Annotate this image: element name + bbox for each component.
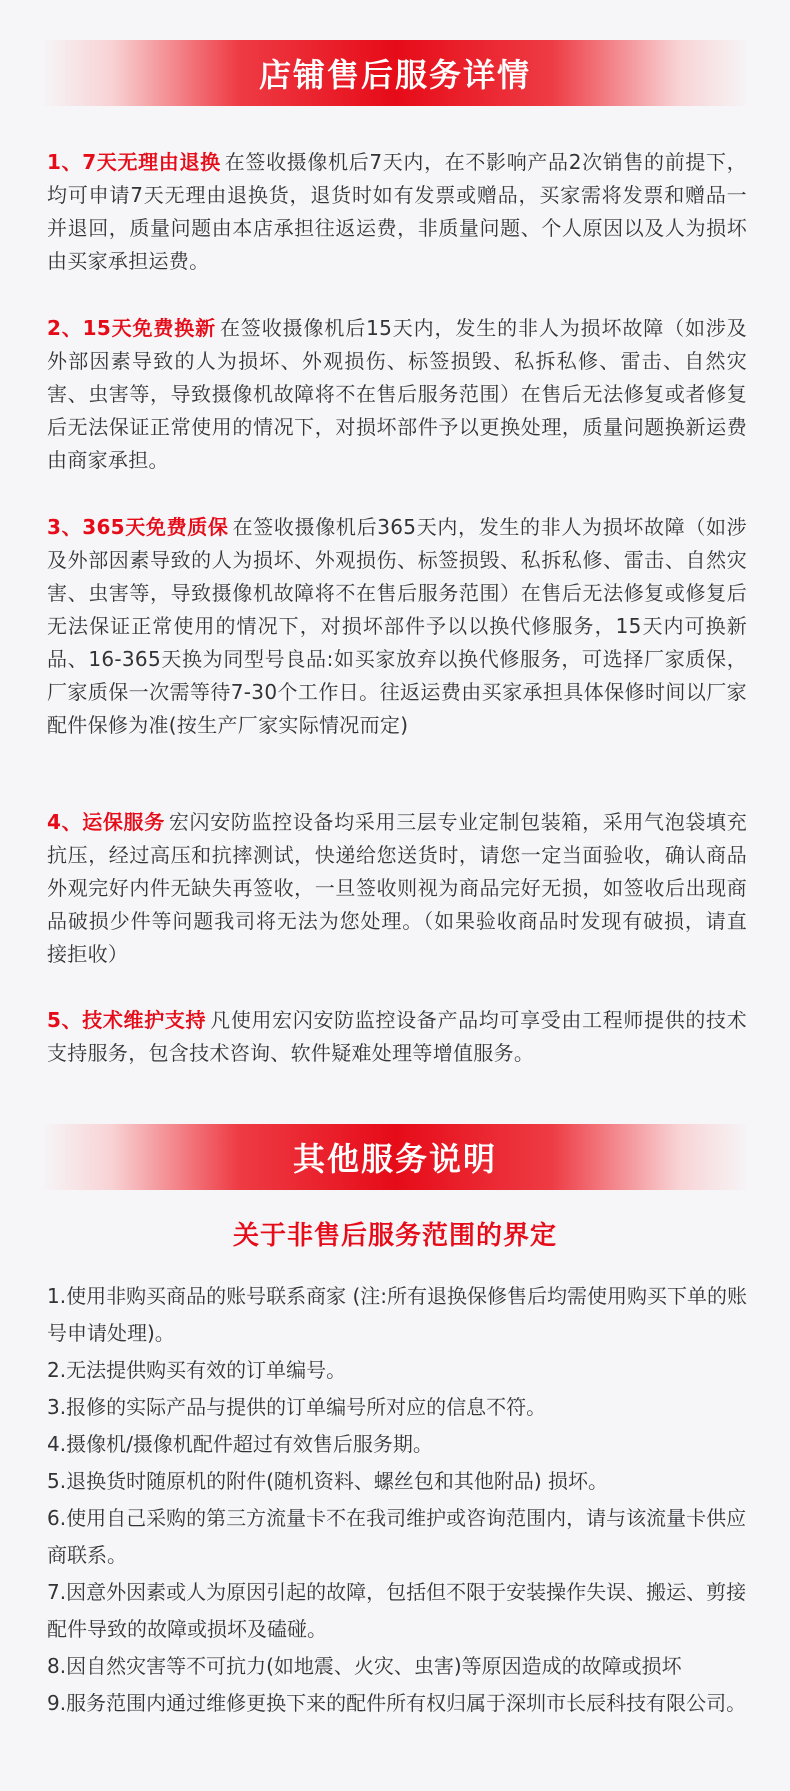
list-item: 2.无法提供购买有效的订单编号。 <box>47 1358 347 1382</box>
subsection-title: 关于非售后服务范围的界定 <box>232 1221 557 1251</box>
policy-item-3 <box>47 511 747 742</box>
list-item: 6.使用自己采购的第三方流量卡不在我司维护或咨询范围内，请与该流量卡供应商联系。 <box>47 1506 747 1567</box>
policy-paragraph <box>47 312 747 477</box>
policy-item-4 <box>47 806 747 971</box>
policy-lead: 5、技术维护支持 <box>47 1008 207 1032</box>
policy-lead: 1、7天无理由退换 <box>47 150 221 174</box>
list-item: 7.因意外因素或人为原因引起的故障，包括但不限于安装操作失误、搬运、剪接配件导致的故障或损坏及磕碰。 <box>47 1580 747 1641</box>
policy-item-5 <box>47 1004 747 1070</box>
section-title: 其他服务说明 <box>292 1140 497 1178</box>
list-item: 5.退换货时随原机的附件(随机资料、螺丝包和其他附品) 损坏。 <box>47 1469 609 1493</box>
policy-text: 在签收摄像机后365天内，发生的非人为损坏故障（如涉及外部因素导致的人为损坏、外观损伤、标签损毁、私拆私修、雷击、自然灾害、虫害等，导致摄像机故障将不在售后服务范围）在售后无法修复或修复后无法保证正常使用的情况下，对损坏部件予以以换代修服务，15天内可换新品、16-365天换为同型号良品:如买家放弃以换代修服务，可选择厂家质保，厂家质保一次需等待7-30个工作日。往返运费由买家承担具体保修时间以厂家配件保修为准(按生产厂家实际情况而定) <box>47 515 747 737</box>
policy-paragraph <box>47 511 747 742</box>
policy-text: 在签收摄像机后15天内，发生的非人为损坏故障（如涉及外部因素导致的人为损坏、外观损伤、标签损毁、私拆私修、雷击、自然灾害、虫害等，导致摄像机故障将不在售后服务范围）在售后无法修复或者修复后无法保证正常使用的情况下，对损坏部件予以更换处理，质量问题换新运费由商家承担。 <box>47 316 748 472</box>
policy-paragraph <box>47 806 747 971</box>
policy-text: 宏闪安防监控设备均采用三层专业定制包装箱，采用气泡袋填充抗压，经过高压和抗摔测试，快递给您送货时，请您一定当面验收，确认商品外观完好内件无缺失再签收，一旦签收则视为商品完好无损，如签收后出现商品破损少件等问题我司将无法为您处理。（如果验收商品时发现有破损，请直接拒收） <box>47 810 747 966</box>
policy-paragraph <box>47 1004 747 1070</box>
section-title: 店铺售后服务详情 <box>258 56 531 94</box>
policy-lead: 4、运保服务 <box>47 810 165 834</box>
exclusion-list <box>47 1278 752 1722</box>
policy-paragraph <box>47 146 747 278</box>
list-item: 4.摄像机/摄像机配件超过有效售后服务期。 <box>47 1432 433 1456</box>
policy-text: 在签收摄像机后7天内，在不影响产品2次销售的前提下，均可申请7天无理由退换货，退货时如有发票或赠品，买家需将发票和赠品一并退回，质量问题由本店承担往返运费，非质量问题、个人原因以及人为损坏由买家承担运费。 <box>47 150 747 273</box>
policy-item-2 <box>47 312 747 477</box>
policy-item-1 <box>47 146 747 278</box>
list-item: 8.因自然灾害等不可抗力(如地震、火灾、虫害)等原因造成的故障或损坏 <box>47 1654 682 1678</box>
section-banner-other-services <box>40 1124 750 1190</box>
list-item: 3.报修的实际产品与提供的订单编号所对应的信息不符。 <box>47 1395 547 1419</box>
policy-lead: 3、365天免费质保 <box>47 515 229 539</box>
list-item: 9.服务范围内通过维修更换下来的配件所有权归属于深圳市长辰科技有限公司。 <box>47 1691 747 1715</box>
section-banner-after-sales <box>40 40 750 106</box>
list-item: 1.使用非购买商品的账号联系商家 (注:所有退换保修售后均需使用购买下单的账号申请处理)。 <box>47 1284 747 1345</box>
policy-text: 凡使用宏闪安防监控设备产品均可享受由工程师提供的技术支持服务，包含技术咨询、软件疑难处理等增值服务。 <box>47 1008 747 1065</box>
policy-lead: 2、15天免费换新 <box>47 316 217 340</box>
